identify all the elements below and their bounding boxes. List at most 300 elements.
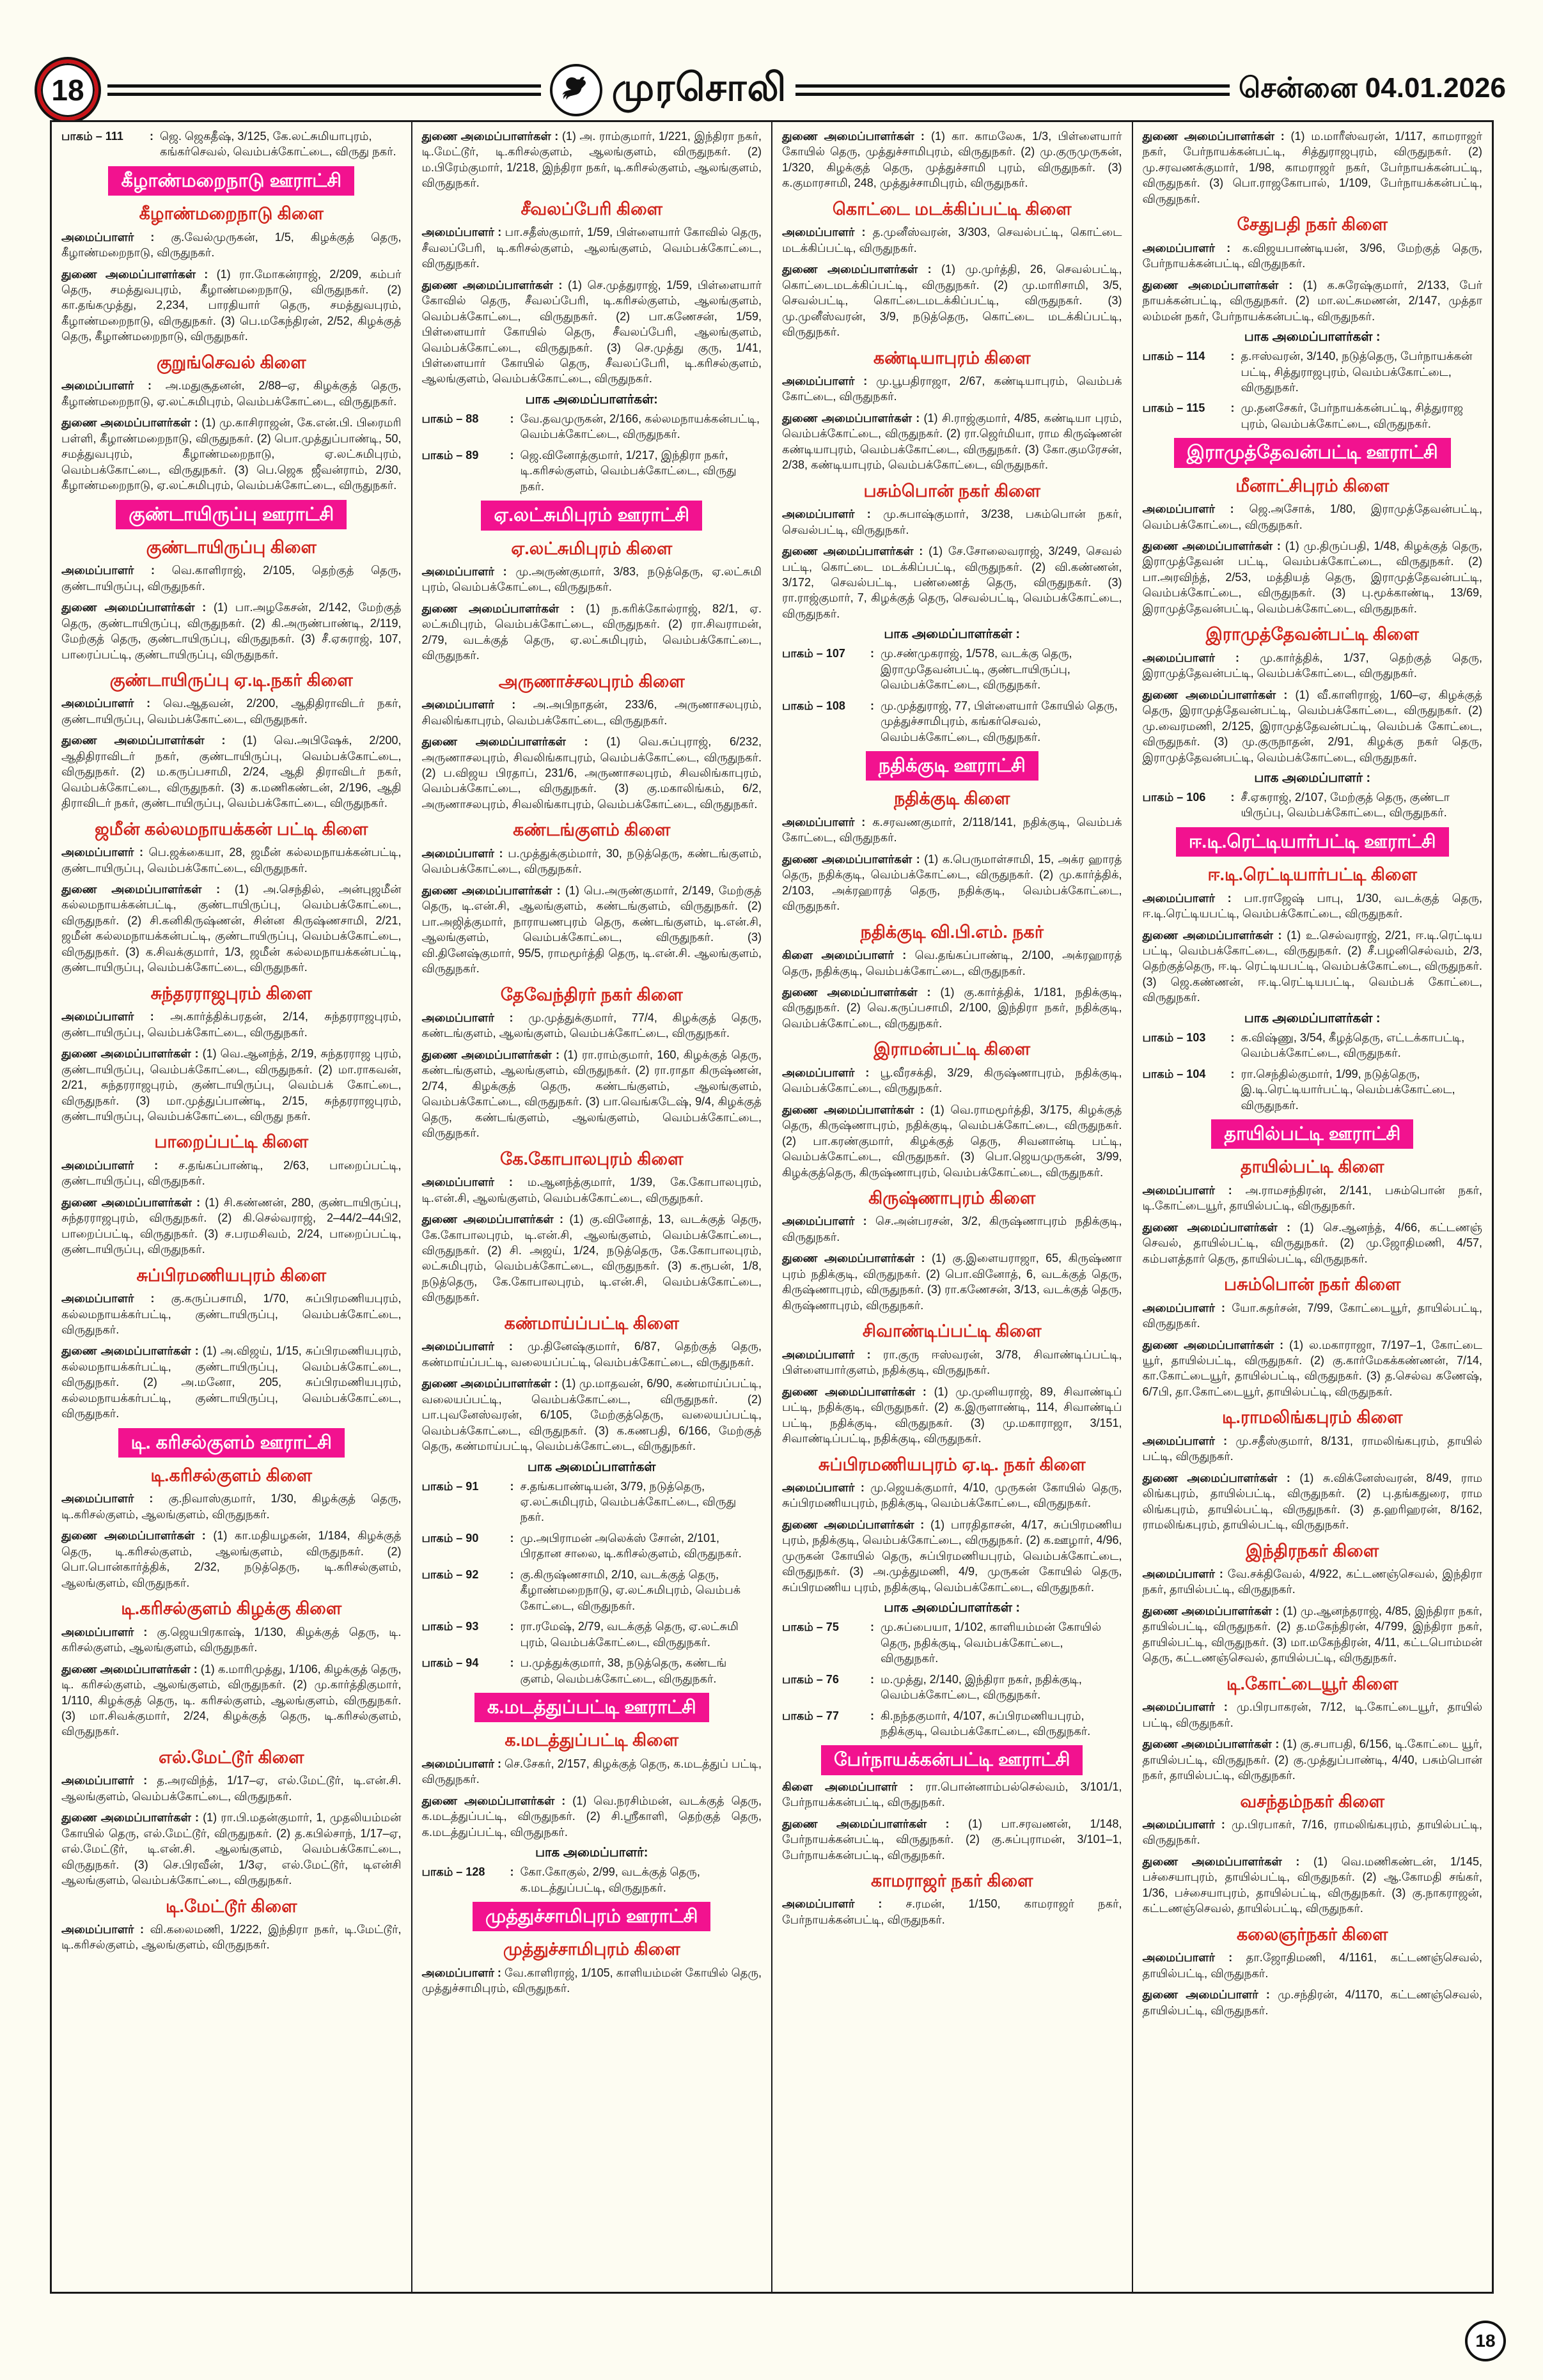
paragraph-label: துணை அமைப்பாளர்கள் : xyxy=(421,602,586,615)
ward-text: ஜெ. ஜெகதீஷ், 3/125, கே.லட்சுமியாபுரம், கங்கர்செவல், வெம்பக்கோட்டை, விருது நகர். xyxy=(160,130,396,159)
column-4 xyxy=(1133,122,1492,2292)
branch-heading: கண்டங்குளம் கிளை xyxy=(513,820,671,840)
paragraph-text: த.அரவிந்த், 1/17–ஏ, எல்.மேட்டூர், டி.என்.சி. ஆலங்குளம், வெம்பக்கோட்டை, விருதுநகர். xyxy=(61,1774,402,1803)
body-paragraph xyxy=(1143,1736,1483,1783)
body-paragraph xyxy=(61,1046,402,1124)
body-paragraph xyxy=(1143,1470,1483,1533)
paragraph-label: அமைப்பாளர் : xyxy=(421,1757,505,1770)
body-paragraph xyxy=(61,1922,402,1953)
paragraph-label: அமைப்பாளர் : xyxy=(782,226,873,239)
body-paragraph xyxy=(782,1816,1122,1863)
paragraph-label: துணை அமைப்பாளர்கள் : xyxy=(782,263,942,276)
paragraph-label: அமைப்பாளர் : xyxy=(61,846,149,859)
paragraph-text: தா.ஜோதிமணி, 4/1161, கட்டணஞ்செவல், தாயில்பட்டி, விருதுநகர். xyxy=(1142,1951,1482,1980)
paragraph-text: (1) கு.கார்த்திக், 1/181, நதிக்குடி, விருதுநகர். (2) வெ.கருப்பசாமி, 2/100, இந்திரா நகர், நதிக்குடி, வெம்பக்கோட்டை, விருதுநகர். xyxy=(782,986,1122,1030)
page-number: 18 xyxy=(51,74,84,107)
branch-heading: தேவேந்திரர் நகர் கிளை xyxy=(500,984,683,1004)
paragraph-text: ஜெ.அசோக், 1/80, இராமுத்தேவன்பட்டி, வெம்பக்கோட்டை, விருதுநகர். xyxy=(1142,502,1482,531)
branch-heading: அருணாச்சலபுரம் கிளை xyxy=(498,671,685,691)
ward-colon: : xyxy=(870,1621,874,1634)
paragraph-label: அமைப்பாளர் : xyxy=(421,1011,529,1024)
branch-heading: குண்டாயிருப்பு ஏ.டி.நகர் கிளை xyxy=(109,670,353,690)
paragraph-text: (1) ரா.பி.மதன்குமார், 1, முதலியம்மன் கோயில் தெரு, எல்.மேட்டூர், விருதுநகர். (2) த.கபில்சாந், 1/17–ஏ, எல்.மேட்டூர், டி.என்.சி. ஆலங்குளம், வெம்பக்கோட்டை, விருதுநகர். (3) செ.பிரவீன், 1/3ஏ, எல்.மேட்டூர், டிஎன்சி ஆலங்குளம், வெம்பக்கோட்டை, விருதுநகர். xyxy=(61,1811,402,1887)
paragraph-label: அமைப்பாளர் : xyxy=(421,1966,505,1979)
body-paragraph xyxy=(782,1347,1122,1378)
paragraph-label: அமைப்பாளர் : xyxy=(61,564,172,577)
paragraph-text: (1) மு.மாதவன், 6/90, கண்மாய்ப்பட்டி, வலையப்பட்டி, வெம்பக்கோட்டை, விருதுநகர். (2) பா.புவனேஸ்வரன், 6/105, மேற்குத்தெரு, வலையப்பட்டி, வெம்பக்கோட்டை, விருதுநகர். (3) க.கணபதி, 6/166, மேற்குத் தெரு, கண்மாய்பட்டி, வெம்பக்கோட்டை, விருதுநகர். xyxy=(421,1377,762,1453)
paragraph-text: (1) மு.முர்த்தி, 26, செவல்பட்டி, கொட்டைமடக்கிப்பட்டி, விருதுநகர். (2) மு.மாரிசாமி, 3/5, செவல்பட்டி, கொட்டைமடக்கிப்பட்டி, விருதுநகர். (3) மு.முனீஸ்வரன், 3/9, நடுத்தெரு, கொட்டை மடக்கிப்பட்டி, விருதுநகர். xyxy=(782,263,1122,339)
paragraph-label: அமைப்பாளர் : xyxy=(782,508,884,521)
paragraph-label: துணை அமைப்பாளர்கள் : xyxy=(782,411,924,424)
ward-row xyxy=(1143,400,1483,432)
body-paragraph xyxy=(422,1047,762,1141)
paragraph-text: மு.சதீஸ்குமார், 8/131, ராமலிங்கபுரம், தாயில் பட்டி, விருதுநகர். xyxy=(1142,1434,1482,1463)
body-paragraph xyxy=(61,696,402,727)
paragraph-label: துணை அமைப்பாளர்கள் : xyxy=(782,1817,968,1830)
paragraph-label: அமைப்பாளர் : xyxy=(421,564,516,578)
branch-heading: சீவலப்பேரி கிளை xyxy=(521,199,663,219)
paragraph-label: அமைப்பாளர் : xyxy=(421,846,508,860)
body-paragraph xyxy=(782,1480,1122,1511)
paragraph-text: (1) ந.கரிக்கோல்ராஜ், 82/1, ஏ. லட்சுமிபுரம், வெம்பக்கோட்டை, விருதுநகர். (2) ரா.சிவராமன், 2/79, வடக்குத் தெரு, ஏ.லட்சுமிபுரம், வெம்பக்கோட்டை, விருதுநகர். xyxy=(421,602,762,662)
paragraph-label: அமைப்பாளர் : xyxy=(421,698,533,712)
ward-organisers-heading: பாக அமைப்பாளர்கள் : xyxy=(1244,330,1381,345)
branch-heading: டி.ராமலிங்கபுரம் கிளை xyxy=(1222,1408,1403,1427)
panchayat-banner: தாயில்பட்டி ஊராட்சி xyxy=(1211,1119,1413,1149)
paragraph-label: துணை அமைப்பாளர்கள் : xyxy=(1142,1220,1300,1234)
paragraph-text: (1) ரா.ராம்குமார், 160, கிழக்குத் தெரு, கண்டங்குளம், ஆலங்குளம், விருதுநகர். (2) ரா.ராதா கிருஷ்ணன், 2/74, கிழக்குத் தெரு, கண்டங்குளம், ஆலங்குளம், வெம்பக்கோட்டை, விருதுநகர். (3) பா.வெங்கடேஷ், 9/4, கிழக்குத் தெரு, கண்டங்குளம், ஆலங்குளம், வெம்பக்கோட்டை, விருதுநகர். xyxy=(421,1048,762,1140)
ward-colon: : xyxy=(510,1567,514,1581)
branch-heading: கலைஞர்நகர் கிளை xyxy=(1236,1924,1388,1944)
ward-colon: : xyxy=(150,130,153,143)
paragraph-label: அமைப்பாளர் : xyxy=(1142,1951,1246,1964)
paragraph-text: (1) செ.ஆனந்த், 4/66, கட்டணஞ் செவல், தாயில்பட்டி, விருதுநகர். (2) மு.ஜோதிமணி, 4/57, கம்பளத்தார் தெரு, தாயில்பட்டி, விருதுநகர். xyxy=(1142,1220,1482,1265)
paragraph-label: துணை அமைப்பாளர்கள் : xyxy=(61,734,243,747)
ward-label: பாகம் – 94 xyxy=(421,1656,479,1670)
ward-organisers-heading: பாக அமைப்பாளர்கள் : xyxy=(1244,1011,1381,1025)
paragraph-label: துணை அமைப்பாளர் : xyxy=(1142,1988,1278,2002)
body-paragraph xyxy=(782,1517,1122,1595)
paragraph-text: (1) சே.சோலைவராஜ், 3/249, செவல் பட்டி, கொட்டை மடக்கிப்பட்டி, விருதுநகர். (2) வி.கண்ணன், 3/172, செவல்பட்டி, பண்ணைத் தெரு, விருதுநகர். (3) ரா.ராஜ்குமார், 7, கிழக்குத் தெரு, செவல்பட்டி, வெம்பக்கோட்டை, விருதுநகர். xyxy=(782,545,1122,620)
body-paragraph xyxy=(1143,1699,1483,1731)
paragraph-text: (1) க.மாரிமுத்து, 1/106, கிழக்குத் தெரு, டி. கரிசல்குளம், ஆலங்குளம், விருதுநகர். (2) மு.கார்த்திகுமார், 1/110, கிழக்குத் தெரு, டி. கரிசல்குளம், ஆலங்குளம், விருதுநகர். (3) மா.சிவக்குமார், 2/24, கிழக்குத் தெரு, டி.கரிசல்குளம், விருதுநகர். xyxy=(61,1662,402,1738)
paragraph-label: துணை அமைப்பாளர்கள் : xyxy=(1142,688,1296,701)
paragraph-label: அமைப்பாளர் : xyxy=(61,230,171,244)
body-paragraph xyxy=(782,814,1122,846)
body-paragraph xyxy=(422,1174,762,1206)
body-paragraph xyxy=(61,1528,402,1591)
body-paragraph xyxy=(422,564,762,595)
ward-text: க.விஷ்ணு, 3/54, கீழத்தெரு, எட்டக்காபட்டி, வெம்பக்கோட்டை, விருதுநகர். xyxy=(1241,1031,1465,1060)
paragraph-label: துணை அமைப்பாளர்கள் : xyxy=(421,883,565,897)
ward-row xyxy=(422,1864,762,1895)
ward-text: வே.தவமுருகன், 2/166, கல்லமநாயக்கன்பட்டி, வெம்பக்கோட்டை, விருதுநகர். xyxy=(520,412,760,441)
rooster-icon xyxy=(550,64,602,116)
body-paragraph xyxy=(1143,1987,1483,2018)
paragraph-label: துணை அமைப்பாளர்கள் : xyxy=(61,601,214,614)
body-paragraph xyxy=(1143,1300,1483,1332)
ward-label: பாகம் – 106 xyxy=(1142,791,1206,804)
body-paragraph xyxy=(422,1376,762,1454)
body-paragraph xyxy=(422,128,762,191)
paragraph-label: அமைப்பாளர் : xyxy=(61,379,166,393)
paragraph-text: மு.அருண்குமார், 3/83, நடுத்தெரு, ஏ.லட்சுமி புரம், வெம்பக்கோட்டை, விருதுநகர். xyxy=(421,564,762,594)
paragraph-text: (1) செ.முத்துராஜ், 1/59, பிள்ளையார் கோவில் தெரு, சீவலப்பேரி, டி.கரிசல்குளம், ஆலங்குளம், வெம்பக்கோட்டை, விருதுநகர். (2) பா.கணேசன், 1/59, பிள்ளையார் கோயில் தெரு, சீவலப்பேரி, ஆலங்குளம், வெம்பக்கோட்டை, விருதுநகர். (3) செ.முத்து குரு, 1/41, பிள்ளையார் கோயில் தெரு, சீவலப்பேரி, டி.கரிசல்குளம், ஆலங்குளம், வெம்பக்கோட்டை, விருதுநகர். xyxy=(421,278,762,385)
paragraph-label: அமைப்பாளர் : xyxy=(1142,241,1242,254)
body-paragraph xyxy=(782,1250,1122,1313)
branch-heading: வசந்தம்நகர் கிளை xyxy=(1240,1791,1385,1811)
body-paragraph xyxy=(1143,1337,1483,1400)
paragraph-text: (1) அ. ராம்குமார், 1/221, இந்திரா நகர், டி.மேட்டூர், டி.கரிசல்குளம், ஆலங்குளம், விருதுநகர். (2) ம.பிரேம்குமார், 1/218, இந்திரா நகர், டி.கரிசல்குளம், ஆலங்குளம், விருதுநகர். xyxy=(421,130,762,190)
paragraph-label: துணை அமைப்பாளர்கள் : xyxy=(1142,1338,1290,1351)
ward-text: கோ.கோகுல், 2/99, வடக்குத் தெரு, க.மடத்துப்பட்டி, விருதுநகர். xyxy=(520,1865,700,1894)
body-paragraph xyxy=(782,947,1122,979)
paragraph-text: (1) வெ.ஆனந்த், 2/19, சுந்தரராஜ புரம், குண்டாயிருப்பு, வெம்பக்கோட்டை, விருதுநகர். (2) மா.ராகவன், 2/21, சுந்தரராஜபுரம், குண்டாயிருப்பு, வெம்பக் கோட்டை, விருதுநகர். (3) மா.முத்துப்பாண்டி, 2/15, சுந்தரராஜபுரம், குண்டாயிருப்பு, வெம்பக்கோட்டை, விருது நகர். xyxy=(61,1047,402,1123)
paragraph-label: துணை அமைப்பாளர்கள் : xyxy=(1142,1604,1283,1617)
body-paragraph xyxy=(1143,1183,1483,1214)
paragraph-text: (1) மு.திருப்பதி, 1/48, கிழக்குத் தெரு, இராமுத்தேவன் பட்டி, வெம்பக்கோட்டை, விருதுநகர். (2) பா.அரவிந்த், 2/53, மத்தியத் தெரு, இராமுத்தேவன்பட்டி, வெம்பக்கோட்டை, விருதுநகர். (3) பு.மூக்காண்டி, 13/69, இராமுத்தேவன்பட்டி, வெம்பக்கோட்டை, விருதுநகர். xyxy=(1142,540,1482,615)
ward-colon: : xyxy=(510,1620,514,1633)
paragraph-label: அமைப்பாளர் : xyxy=(782,1897,906,1911)
paragraph-label: துணை அமைப்பாளர்கள் : xyxy=(61,1047,203,1061)
ward-label: பாகம் – 114 xyxy=(1142,350,1205,363)
masthead-rule-left xyxy=(107,84,541,96)
body-paragraph xyxy=(1143,501,1483,533)
panchayat-banner: ஏ.லட்சுமிபுரம் ஊராட்சி xyxy=(481,501,702,530)
body-paragraph xyxy=(61,1491,402,1522)
ward-text: கி.நந்தகுமார், 4/107, சுப்பிரமணியபுரம், நதிக்குடி, வெம்பக்கோட்டை, விருதுநகர். xyxy=(881,1709,1091,1738)
branch-heading: ஜமீன் கல்லமநாயக்கன் பட்டி கிளை xyxy=(95,819,368,839)
page-number-badge xyxy=(37,59,98,121)
paragraph-text: மு.முத்துக்குமார், 77/4, கிழக்குத் தெரு, கண்டங்குளம், ஆலங்குளம், வெம்பக்கோட்டை, விருதுநகர். xyxy=(421,1011,762,1040)
paragraph-text: (1) ல.மகாராஜா, 7/197–1, கோட்டை யூர், தாயில்பட்டி, விருதுநகர். (2) கு.கார்மேகக்கண்ணன், 7/14, கா.கோட்டையூர், தாயில்பட்டி, விருதுநகர். (3) த.செல்வ கணேஷ், 6/7பி, தா.கோட்டையூர், தாயில்பட்டி, விருதுநகர். xyxy=(1142,1338,1482,1398)
body-paragraph xyxy=(422,1010,762,1041)
ward-text: மு.தனசேகர், பேர்நாயக்கன்பட்டி, சித்துராஜ புரம், வெம்பக்கோட்டை, விருதுநகர். xyxy=(1241,401,1463,430)
paragraph-label: அமைப்பாளர் : xyxy=(61,697,163,710)
branch-heading: குண்டாயிருப்பு கிளை xyxy=(146,537,317,557)
ward-label: பாகம் – 103 xyxy=(1142,1031,1206,1044)
panchayat-banner: பேர்நாயக்கன்பட்டி ஊராட்சி xyxy=(821,1745,1083,1775)
paragraph-text: ப.முத்துக்கும்மார், 30, நடுத்தெரு, கண்டங்குளம், வெம்பக்கோட்டை, விருதுநகர். xyxy=(421,846,762,876)
ward-organisers-heading: பாக அமைப்பாளர்கள் : xyxy=(884,1601,1021,1615)
branch-heading: சிவாண்டிப்பட்டி கிளை xyxy=(862,1321,1042,1341)
paragraph-text: (1) வெ.நரசிம்மன், வடக்குத் தெரு, க.மடத்துப்பட்டி, விருதுநகர். (2) சி.ஸ்ரீகாளி, தெற்குத் தெரு, க.மடத்துப்பட்டி, விருதுநகர். xyxy=(421,1794,762,1839)
ward-colon: : xyxy=(1230,401,1235,415)
panchayat-banner: ஈ.டி.ரெட்டியார்பட்டி ஊராட்சி xyxy=(1176,827,1449,857)
paragraph-label: துணை அமைப்பாளர்கள் : xyxy=(1142,1738,1283,1751)
paragraph-label: துணை அமைப்பாளர்கள் : xyxy=(61,882,235,896)
branch-heading: கே.கோபாலபுரம் கிளை xyxy=(500,1149,684,1169)
ward-row xyxy=(1143,1030,1483,1061)
paragraph-text: அ.அபிநாதன், 233/6, அருணாசலபுரம், சிவலிங்காபுரம், வெம்பக்கோட்டை, விருதுநகர். xyxy=(421,698,762,727)
branch-heading: கொட்டை மடக்கிப்பட்டி கிளை xyxy=(832,199,1072,219)
ward-row xyxy=(1143,348,1483,395)
panchayat-banner: கீழாண்மறைநாடு ஊராட்சி xyxy=(108,166,354,196)
panchayat-banner: டி. கரிசல்குளம் ஊராட்சி xyxy=(118,1428,345,1458)
ward-row xyxy=(782,1708,1122,1739)
body-paragraph xyxy=(1143,538,1483,616)
paragraph-label: துணை அமைப்பாளர்கள் : xyxy=(1142,130,1291,143)
body-paragraph xyxy=(782,410,1122,473)
paragraph-text: கு.கருப்பசாமி, 1/70, சுப்பிரமணியபுரம், கல்லமநாயக்கர்பட்டி, குண்டாயிருப்பு, வெம்பக்கோட்டை, விருதுநகர். xyxy=(61,1292,402,1336)
paragraph-label: அமைப்பாளர் : xyxy=(782,1215,875,1228)
ward-organisers-heading: பாக அமைப்பாளர்கள் xyxy=(528,1459,656,1474)
masthead xyxy=(0,61,1543,119)
paragraph-text: (1) சு.விக்னேஸ்வரன், 8/49, ராம லிங்கபுரம், தாயில்பட்டி, விருதுநகர். (2) பு.தங்கதுரை, ராம லிங்கபுரம், தாயில்பட்டி, விருதுநகர். (3) த.ஹரிஹரன், 8/162, ராமலிங்கபுரம், தாயில்பட்டி, விருதுநகர். xyxy=(1142,1471,1482,1532)
column-3 xyxy=(772,122,1133,2292)
body-paragraph xyxy=(61,1810,402,1888)
ward-text: கு.கிருஷ்ணசாமி, 2/10, வடக்குத் தெரு, கீழாண்மறைநாடு, ஏ.லட்சுமிபுரம், வெம்பக் கோட்டை, விருதுநகர். xyxy=(520,1567,741,1612)
body-paragraph xyxy=(61,1158,402,1189)
paragraph-label: அமைப்பாளர் : xyxy=(1142,1567,1228,1580)
body-paragraph xyxy=(782,1065,1122,1096)
ward-text: ரா.செந்தில்குமார், 1/99, நடுத்தெரு, இ.டி.ரெட்டியார்பட்டி, வெம்பக்கோட்டை, விருதுநகர். xyxy=(1241,1067,1455,1112)
body-paragraph xyxy=(1143,128,1483,206)
column-2 xyxy=(412,122,773,2292)
body-paragraph xyxy=(1143,1817,1483,1848)
ward-label: பாகம் – 89 xyxy=(421,448,479,462)
ward-row xyxy=(422,1567,762,1614)
ward-row xyxy=(1143,789,1483,821)
body-paragraph xyxy=(782,543,1122,621)
body-paragraph xyxy=(422,601,762,664)
ward-row xyxy=(422,1530,762,1562)
body-paragraph xyxy=(61,1195,402,1257)
paragraph-text: (1) சி.ராஜ்குமார், 4/85, கண்டியா புரம், வெம்பக்கோட்டை, விருதுநகர். (2) ரா.ஜெர்மியா, ராம கிருஷ்ணன் கண்டியாபுரம், வெம்பக்கோட்டை, விருதுநகர். (3) கோ.குமரேசன், 2/38, கண்டியாபுரம், வெம்பக்கோட்டை, விருதுநகர். xyxy=(782,411,1122,472)
panchayat-banner: முத்துச்சாமிபுரம் ஊராட்சி xyxy=(473,1902,710,1931)
ward-text: ம.முத்து, 2/140, இந்திரா நகர், நதிக்குடி, வெம்பக்கோட்டை, விருதுநகர். xyxy=(881,1672,1082,1702)
branch-heading: குறுங்செவல் கிளை xyxy=(156,352,306,372)
branch-heading: சேதுபதி நகர் கிளை xyxy=(1237,215,1388,235)
paragraph-text: (1) பாரதிதாசன், 4/17, சுப்பிரமணிய புரம், நதிக்குடி, வெம்பக்கோட்டை, விருதுநகர். (2) க.ஊழார், 4/96, முருகன் கோயில் தெரு, சுப்பிரமணியபுரம், வெம்பக்கோட்டை, விருதுநகர். (3) அ.முத்துமணி, 4/9, முருகன் கோயில் தெரு, சுப்பிரமணிய புரம், நதிக்குடி, வெம்பக்கோட்டை, விருதுநகர். xyxy=(782,1518,1122,1594)
body-paragraph xyxy=(61,1624,402,1656)
paragraph-label: அமைப்பாளர் : xyxy=(1142,651,1260,664)
paragraph-text: (1) கு.சபாபதி, 6/156, டி.கோட்டை யூர், தாயில்பட்டி, விருதுநகர். (2) கு.முத்துப்பாண்டி, 4/40, பசும்பொன் நகர், தாயில்பட்டி, விருதுநகர். xyxy=(1142,1738,1482,1782)
paragraph-text: மு.ஜெயக்குமார், 4/10, முருகன் கோயில் தெரு, சுப்பிரமணியபுரம், நதிக்குடி, வெம்பக்கோட்டை, விருதுநகர். xyxy=(782,1481,1122,1510)
ward-colon: : xyxy=(1230,791,1235,804)
branch-heading: தாயில்பட்டி கிளை xyxy=(1241,1157,1384,1177)
paragraph-text: (1) அ.விஜய், 1/15, சுப்பிரமணியபுரம், கல்லமநாயக்கர்பட்டி, குண்டாயிருப்பு, வெம்பக்கோட்டை, விருதுநகர். (2) அ.மனோ, 205, சுப்பிரமணியபுரம், கல்லமநாயக்கர்பட்டி, குண்டாயிருப்பு, வெம்பக்கோட்டை, விருதுநகர். xyxy=(61,1344,402,1420)
paragraph-text: (1) சி.கண்ணன், 280, குண்டாயிருப்பு, சுந்தரராஜபுரம், விருதுநகர். (2) கி.செல்வராஜ், 2–44/2–44பி2, பாறைப்பட்டி, விருதுநகர். (3) ச.பரமசிவம், 2/24, பாறைப்பட்டி, குண்டாயிருப்பு, விருதுநகர். xyxy=(61,1195,402,1256)
ward-text: த.ஈஸ்வரன், 3/140, நடுத்தெரு, பேர்நாயக்கன் பட்டி, சித்துராஜபுரம், வெம்பக்கோட்டை, விருதுநகர். xyxy=(1241,350,1473,394)
paragraph-label: துணை அமைப்பாளர்கள் : xyxy=(782,1518,931,1531)
paragraph-label: அமைப்பாளர் : xyxy=(782,1066,881,1079)
body-paragraph xyxy=(782,1896,1122,1927)
branch-heading: சுந்தரராஜபுரம் கிளை xyxy=(150,983,312,1003)
ward-colon: : xyxy=(510,1656,514,1670)
paragraph-text: கு.வேல்முருகன், 1/5, கிழக்குத் தெரு, கீழாண்மறைநாடு, விருதுநகர். xyxy=(61,230,402,260)
footer-page-number: 18 xyxy=(1475,2331,1496,2351)
paragraph-text: மு.சுபாஷ்குமார், 3/238, பசும்பொன் நகர், செவல்பட்டி, விருதுநகர். xyxy=(782,508,1122,536)
ward-label: பாகம் – 90 xyxy=(421,1531,479,1544)
paragraph-text: (1) கு.இளையராஜா, 65, கிருஷ்ணா புரம் நதிக்குடி, விருதுநகர். (2) பொ.வினோத், 6, வடக்குத் தெரு, கிருஷ்ணாபுரம், விருதுநகர். (3) ரா.கணேசன், 3/13, வடக்குத் தெரு, கிருஷ்ணாபுரம், விருதுநகர். xyxy=(782,1252,1122,1312)
paragraph-label: துணை அமைப்பாளர்கள் : xyxy=(782,1103,930,1116)
paragraph-label: துணை அமைப்பாளர்கள் : xyxy=(421,278,568,292)
body-paragraph xyxy=(61,733,402,811)
body-paragraph xyxy=(1143,650,1483,681)
ward-label: பாகம் – 88 xyxy=(421,412,479,425)
paragraph-label: துணை அமைப்பாளர்கள் : xyxy=(1142,540,1285,552)
ward-text: மு.அபிராமன் அலெக்ஸ் சோன், 2/101, பிரதான சாலை, டி.கரிசல்குளம், விருதுநகர். xyxy=(520,1531,742,1560)
ward-row xyxy=(782,698,1122,745)
paragraph-text: (1) க.பெருமாள்சாமி, 15, அக்ர ஹாரத் தெரு, நதிக்குடி, வெம்பக்கோட்டை, விருதுநகர். (2) மு.கார்த்திக், 2/103, அக்ரஹாரத் தெரு, நதிக்குடி, வெம்பக்கோட்டை, விருதுநகர். xyxy=(782,852,1122,913)
ward-row xyxy=(782,1619,1122,1666)
paragraph-label: துணை அமைப்பாளர்கள் : xyxy=(61,1195,205,1209)
ward-row xyxy=(422,447,762,494)
branch-heading: க.மடத்துப்பட்டி கிளை xyxy=(505,1731,679,1750)
ward-row xyxy=(782,1672,1122,1703)
ward-label: பாகம் – 104 xyxy=(1142,1067,1206,1080)
paragraph-label: துணை அமைப்பாளர்கள் : xyxy=(61,267,217,281)
body-paragraph xyxy=(1143,1950,1483,1981)
body-paragraph xyxy=(782,261,1122,339)
paragraph-text: செ.சேகர், 2/157, கிழக்குத் தெரு, க.மடத்துப் பட்டி, விருதுநகர். xyxy=(421,1757,762,1786)
body-paragraph xyxy=(61,844,402,876)
branch-heading: டி.கரிசல்குளம் கிழக்கு கிளை xyxy=(121,1599,342,1619)
paragraph-label: அமைப்பாளர் : xyxy=(1142,1700,1237,1714)
panchayat-banner: இராமுத்தேவன்பட்டி ஊராட்சி xyxy=(1174,438,1451,467)
ward-organisers-heading: பாக அமைப்பாளர்கள்: xyxy=(525,392,658,407)
masthead-rule-right xyxy=(795,84,1229,96)
paragraph-label: அமைப்பாளர் : xyxy=(782,374,877,387)
paragraph-label: அமைப்பாளர் : xyxy=(1142,1434,1236,1447)
body-paragraph xyxy=(1143,1220,1483,1266)
paragraph-text: (1) அ.செந்தில், அன்புஜமீன் கல்லமநாயக்கன்பட்டி, குண்டாயிருப்பு, வெம்பக்கோட்டை, விருதுநகர். (2) சி.கனிகிருஷ்ணன், சின்ன கிருஷ்ணசாமி, 2/21, ஜமீன் கல்லமநாயக்கன்பட்டி, குண்டாயிருப்பு, வெம்பக்கோட்டை, விருதுநகர். (3) க.சிவக்குமார், 1/3, ஜமீன் கல்லமநாயக்கன்பட்டி, குண்டாயிருப்பு, வெம்பக்கோட்டை, விருதுநகர். xyxy=(61,882,402,974)
ward-colon: : xyxy=(510,448,514,462)
paragraph-text: பூ.வீரசக்தி, 3/29, கிருஷ்ணாபுரம், நதிக்குடி, வெம்பக்கோட்டை, விருதுநகர். xyxy=(782,1066,1122,1095)
branch-heading: கீழாண்மறைநாடு கிளை xyxy=(139,204,324,224)
ward-colon: : xyxy=(1230,1031,1235,1044)
paragraph-text: (1) வெ.மணிகண்டன், 1/145, பச்சையாபுரம், தாயில்பட்டி, விருதுநகர். (2) ஆ.கோமதி சங்கர், 1/36, பச்சையாபுரம், தாயில்பட்டி, விருதுநகர். (3) கு.நாகராஜன், கட்டணஞ்செவல், தாயில்பட்டி, விருதுநகர். xyxy=(1142,1855,1482,1915)
paragraph-label: துணை அமைப்பாளர்கள் : xyxy=(421,1794,573,1807)
paragraph-label: துணை அமைப்பாளர்கள் : xyxy=(61,1811,203,1824)
body-paragraph xyxy=(782,984,1122,1031)
body-paragraph xyxy=(61,1009,402,1040)
paragraph-label: அமைப்பாளர் : xyxy=(61,1625,157,1638)
paragraph-label: துணை அமைப்பாளர்கள் : xyxy=(421,130,562,143)
paragraph-text: அ.மதுசூதனன், 2/88–ஏ, கிழக்குத் தெரு, கீழாண்மறைநாடு, ஏ.லட்சுமிபுரம், வெம்பக்கோட்டை, விருதுநகர். xyxy=(61,379,402,408)
ward-text: ச.தங்கபாண்டியன், 3/79, நடுத்தெரு, ஏ.லட்சுமிபுரம், வெம்பக்கோட்டை, விருது நகர். xyxy=(520,1479,737,1524)
ward-colon: : xyxy=(870,699,874,712)
paragraph-label: துணை அமைப்பாளர்கள் : xyxy=(61,1344,203,1358)
paragraph-label: அமைப்பாளர் : xyxy=(61,1774,157,1787)
paragraph-label: அமைப்பாளர் : xyxy=(782,1481,871,1494)
paragraph-text: வி.கலைமணி, 1/222, இந்திரா நகர், டி.மேட்டூர், டி.கரிசல்குளம், ஆலங்குளம், விருதுநகர். xyxy=(61,1923,402,1952)
paragraph-text: க.விஜயபாண்டியன், 3/96, மேற்குத் தெரு, பேர்நாயக்கன்பட்டி, விருதுநகர். xyxy=(1142,241,1482,270)
branch-heading: பசும்பொன் நகர் கிளை xyxy=(1223,1275,1401,1295)
paragraph-text: ரா.பொன்னாம்பல்செல்வம், 3/101/1, பேர்நாயக்கன்பட்டி, விருதுநகர். xyxy=(782,1780,1122,1809)
branch-heading: கண்டியாபுரம் கிளை xyxy=(873,348,1031,368)
paragraph-text: மு.கார்த்திக், 1/37, தெற்குத் தெரு, இராமுத்தேவன்பட்டி, வெம்பக்கோட்டை, விருதுநகர். xyxy=(1142,651,1482,680)
paragraph-label: அமைப்பாளர் : xyxy=(1142,1817,1232,1831)
paragraph-label: துணை அமைப்பாளர்கள் : xyxy=(782,1385,934,1398)
paragraph-text: மு.சந்திரன், 4/1170, கட்டணஞ்செவல், தாயில்பட்டி, விருதுநகர். xyxy=(1142,1988,1483,2017)
paragraph-label: அமைப்பாளர் : xyxy=(61,1923,150,1936)
body-paragraph xyxy=(1143,1854,1483,1917)
ward-row xyxy=(422,1479,762,1525)
paragraph-label: துணை அமைப்பாளர்கள் : xyxy=(421,1213,570,1226)
paragraph-text: (1) மு.ஆனந்தராஜ், 4/85, இந்திரா நகர், தாயில்பட்டி, விருதுநகர். (2) த.மகேந்திரன், 4/799, இந்திரா நகர், தாயில்பட்டி, விருதுநகர். (3) மா.மகேந்திரன், 4/11, கட்டபொம்மன் தெரு, கட்டணஞ்செவல், தாயில்பட்டி, விருதுநகர். xyxy=(1142,1604,1482,1665)
ward-colon: : xyxy=(510,412,514,425)
ward-label: பாகம் – 91 xyxy=(421,1479,479,1493)
branch-heading: நதிக்குடி கிளை xyxy=(893,789,1010,809)
paragraph-label: அமைப்பாளர் : xyxy=(61,1010,171,1023)
ward-label: பாகம் – 108 xyxy=(782,699,845,712)
panchayat-banner: நதிக்குடி ஊராட்சி xyxy=(866,751,1038,781)
paragraph-text: ம.ஆனந்த்குமார், 1/39, கே.கோபாலபுரம், டி.என்.சி, ஆலங்குளம், வெம்பக்கோட்டை, விருதுநகர். xyxy=(421,1176,762,1204)
body-paragraph xyxy=(61,563,402,594)
body-paragraph xyxy=(422,734,762,812)
ward-row xyxy=(422,1619,762,1650)
paragraph-text: (1) ரா.மோகன்ராஜ், 2/209, கம்பர் தெரு, சமத்துவபுரம், கீழாண்மறைநாடு, விருதுநகர். (2) கா.தங்கமுத்து, 2,234, பாரதியார் தெரு, சமத்துவபுரம், கீழாண்மறைநாடு, விருதுநகர். (3) பெ.மகேந்திரன், 2/52, கிழக்குத் தெரு, கீழாண்மறைநாடு, விருதுநகர். xyxy=(61,267,402,343)
paragraph-text: மு.பிரபாகர், 7/16, ராமலிங்கபுரம், தாயில்பட்டி, விருதுநகர். xyxy=(1142,1817,1482,1847)
paragraph-text: கு.ஜெயபிரகாஷ், 1/130, கிழக்குத் தெரு, டி. கரிசல்குளம், ஆலங்குளம், விருதுநகர். xyxy=(61,1625,402,1654)
branch-heading: பாறைப்பட்டி கிளை xyxy=(154,1132,309,1152)
paragraph-label: அமைப்பாளர் : xyxy=(1142,1301,1232,1314)
paragraph-text: அ.ராமசந்திரன், 2/141, பசும்பொன் நகர், டி.கோட்டையூர், தாயில்பட்டி, விருதுநகர். xyxy=(1142,1183,1482,1213)
body-paragraph xyxy=(1143,240,1483,272)
body-paragraph xyxy=(422,1211,762,1305)
ward-label: பாகம் – 92 xyxy=(421,1567,479,1581)
paragraph-text: க.சரவணகுமார், 2/118/141, நதிக்குடி, வெம்பக் கோட்டை, விருதுநகர். xyxy=(782,815,1122,844)
paragraph-label: துணை அமைப்பாளர்கள் : xyxy=(782,1252,932,1265)
paragraph-text: செ.அன்பரசன், 3/2, கிருஷ்ணாபுரம் நதிக்குடி, விருதுநகர். xyxy=(782,1215,1122,1243)
panchayat-banner: க.மடத்துப்பட்டி ஊராட்சி xyxy=(474,1693,709,1722)
ward-colon: : xyxy=(510,1531,514,1544)
ward-text: மு.சண்முகராஜ், 1/578, வடக்கு தெரு, இராமுதேவன்பட்டி, குண்டாயிருப்பு, வெம்பக்கோட்டை, விருதுநகர். xyxy=(881,647,1072,692)
paragraph-text: (1) பெ.அருண்குமார், 2/149, மேற்குத் தெரு, டி.என்.சி, ஆலங்குளம், கண்டங்குளம், விருதுநகர். (2) பா.அஜித்குமார், நாராயணபுரம் தெரு, கண்டங்குளம், டி.என்.சி, ஆலங்குளம், வெம்பக்கோட்டை, விருதுநகர். (3) வி.தினேஷ்குமார், 95/5, ராமமூர்த்தி தெரு, டி.என்.சி. ஆலங்குளம், விருதுநகர். xyxy=(421,883,762,976)
paragraph-label: துணை அமைப்பாளர்கள் : xyxy=(421,1377,562,1390)
paragraph-text: (1) க.சுரேஷ்குமார், 2/133, பேர் நாயக்கன்பட்டி, விருதுநகர். (2) மா.லட்சுமணன், 2/147, முத்தா லம்மன் நகர், பேர்நாயக்கன்பட்டி, விருதுநகர். xyxy=(1142,278,1482,323)
paragraph-label: துணை அமைப்பாளர்கள் : xyxy=(61,1662,201,1676)
paragraph-text: பெ.ஜக்கையா, 28, ஜமீன் கல்லமநாயக்கன்பட்டி, குண்டாயிருப்பு, வெம்பக்கோட்டை, விருதுநகர். xyxy=(61,846,402,875)
ward-row xyxy=(422,1655,762,1686)
paragraph-text: கு.நிவாஸ்குமார், 1/30, கிழக்குத் தெரு, டி.கரிசல்குளம், ஆலங்குளம், விருதுநகர். xyxy=(61,1492,402,1521)
body-paragraph xyxy=(782,1213,1122,1245)
paragraph-text: வெ.ஆதவன், 2/200, ஆதிதிராவிடர் நகர், குண்டாயிருப்பு, வெம்பக்கோட்டை, விருதுநகர். xyxy=(61,697,402,726)
body-paragraph xyxy=(422,846,762,877)
paragraph-label: கிளை அமைப்பாளர் : xyxy=(782,1780,926,1793)
ward-colon: : xyxy=(870,647,874,660)
paragraph-label: அமைப்பாளர் : xyxy=(782,1348,883,1361)
ward-colon: : xyxy=(510,1865,514,1879)
paragraph-text: (1) மு.முனியராஜ், 89, சிவாண்டிப் பட்டி, நதிக்குடி, விருதுநகர். (2) க.இருளாண்டி, 114, சிவாண்டிப் பட்டி, நதிக்குடி, விருதுநகர். (3) மு.மகாராஜா, 3/151, சிவாண்டிப்பட்டி, நதிக்குடி, விருதுநகர். xyxy=(782,1385,1122,1445)
footer-page-number-badge xyxy=(1465,2321,1506,2361)
paragraph-text: வெ.காளிராஜ், 2/105, தெற்குத் தெரு, குண்டாயிருப்பு, விருதுநகர். xyxy=(61,564,402,593)
paragraph-text: (1) வெ.அபிஷேக், 2/200, ஆதிதிராவிடர் நகர், குண்டாயிருப்பு, வெம்பக்கோட்டை, விருதுநகர். (2) ம.கருப்பசாமி, 2/24, ஆதி திராவிடர் நகர், வெம்பக்கோட்டை, விருதுநகர். (3) க.மணிகண்டன், 2/196, ஆதி திராவிடர் நகர், குண்டாயிருப்பு, வெம்பக்கோட்டை, விருதுநகர். xyxy=(61,734,402,810)
ward-text: மு.முத்துராஜ், 77, பிள்ளையார் கோயில் தெரு, முத்துச்சாமிபுரம், கங்கர்செவல், வெம்பக்கோட்டை, விருதுநகர். xyxy=(881,699,1118,743)
paragraph-text: (1) கா. காமலேசு, 1/3, பிள்ளையார் கோயில் தெரு, முத்துச்சாமிபுரம், விருதுநகர். (2) மு.குருமுருகன், 1/320, கிழக்குத் தெரு, முத்துச்சாமி புரம், விருதுநகர். (3) க.குமாரசாமி, 248, முத்துச்சாமிபுரம், விருதுநகர். xyxy=(782,130,1122,190)
body-paragraph xyxy=(61,1661,402,1739)
branch-heading: டி.கரிசல்குளம் கிளை xyxy=(150,1466,313,1486)
paragraph-text: மு.பிரபாகரன், 7/12, டி.கோட்டையூர், தாயில் பட்டி, விருதுநகர். xyxy=(1142,1700,1483,1729)
body-paragraph xyxy=(782,1779,1122,1810)
paragraph-text: (1) ம.மாரீஸ்வரன், 1/117, காமராஜர் நகர், பேர்நாயக்கன்பட்டி, சித்துராஜபுரம், விருதுநகர். (2) மு.சரவணக்குமார், 1/98, காமராஜர் நகர், பேர்நாயக்கன்பட்டி, விருதுநகர். (3) பொ.ராஜகோபால், 1/109, பேர்நாயக்கன்பட்டி, விருதுநகர். xyxy=(1142,130,1482,205)
body-paragraph xyxy=(1143,891,1483,922)
body-paragraph xyxy=(1143,1603,1483,1666)
body-paragraph xyxy=(422,1793,762,1840)
paragraph-text: ச.தங்கப்பாண்டி, 2/63, பாறைப்பட்டி, குண்டாயிருப்பு, விருதுநகர். xyxy=(61,1158,402,1188)
city-date: சென்னை 04.01.2026 xyxy=(1238,72,1506,104)
paragraph-text: வே.காளிராஜ், 1/105, காளியம்மன் கோயில் தெரு, முத்துச்சாமிபுரம், விருதுநகர். xyxy=(421,1966,762,1995)
body-paragraph xyxy=(782,224,1122,256)
ward-colon: : xyxy=(1230,1067,1235,1080)
body-paragraph xyxy=(782,852,1122,914)
ward-organisers-heading: பாக அமைப்பாளர்: xyxy=(535,1846,648,1860)
branch-heading: எல்.மேட்டூர் கிளை xyxy=(158,1747,304,1767)
paragraph-label: அமைப்பாளர் : xyxy=(1142,502,1249,516)
paragraph-text: (1) பா.அழகேசன், 2/142, மேற்குத் தெரு, குண்டாயிருப்பு, விருதுநகர். (2) கி.அருண்பாண்டி, 2/119, மேற்குத் தெரு, குண்டாயிருப்பு, விருதுநகர். (3) சீ.ஏசுராஜ், 107, பாரைப்பட்டி, குண்டாயிருப்பு, விருதுநகர். xyxy=(61,601,402,661)
